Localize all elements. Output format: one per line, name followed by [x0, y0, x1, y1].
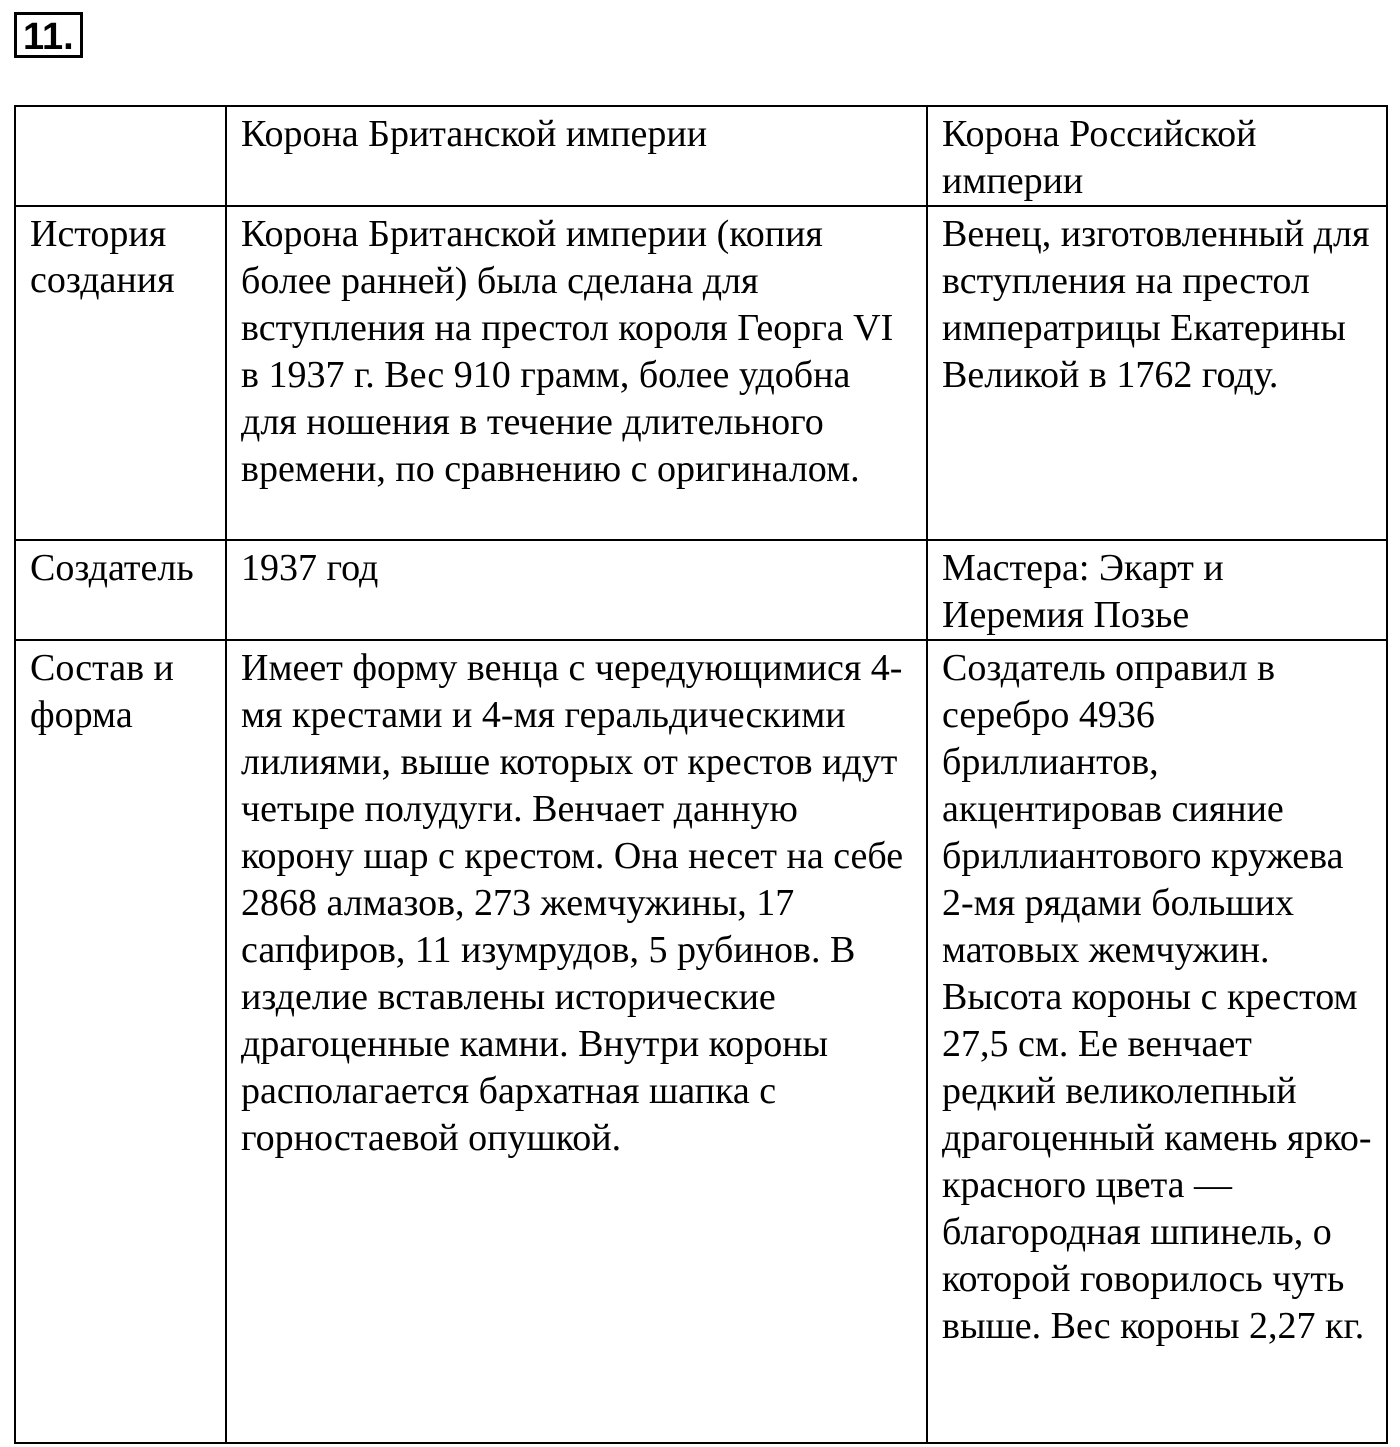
- table-row-composition: [15, 640, 1387, 1443]
- comparison-table: [14, 105, 1388, 1444]
- cell-creator-british: 1937 год: [226, 540, 927, 640]
- row-label-history-line1: История: [30, 213, 167, 255]
- table-row-creator: [15, 540, 1387, 640]
- cell-history-russian: Венец, изготовленный для вступления на престол императрицы Екатерины Великой в 1762 году.: [927, 206, 1387, 540]
- header-russian-crown: Корона Российской империи: [927, 106, 1387, 206]
- cell-history-british: Корона Британской империи (копия более ранней) была сделана для вступления на престол короля Георга VI в 1937 г. Вес 910 грамм, более удобна для ношения в течение длительного времени, по сравнению с оригиналом.: [226, 206, 927, 540]
- row-label-composition: Состав и форма: [15, 640, 226, 1443]
- table-row-history: [15, 206, 1387, 540]
- row-label-history-line2: создания: [30, 259, 175, 301]
- row-label-creator: Создатель: [15, 540, 226, 640]
- task-number: 11: [23, 16, 64, 58]
- row-label-history: [15, 206, 226, 540]
- task-number-punct: .: [63, 16, 74, 58]
- header-corner-cell: [15, 106, 226, 206]
- header-british-crown: Корона Британской империи: [226, 106, 927, 206]
- cell-creator-russian: Мастера: Экарт и Иеремия Позье: [927, 540, 1387, 640]
- cell-composition-russian: Создатель оправил в серебро 4936 бриллиантов, акцентировав сияние бриллиантового кружева 2-мя рядами больших матовых жемчужин. Высота короны с крестом 27,5 см. Ее венчает редкий великолепный драгоценный камень ярко-красного цвета — благородная шпинель, о которой говорилось чуть выше. Вес короны 2,27 кг.: [927, 640, 1387, 1443]
- cell-composition-british: Имеет форму венца с чередующимися 4-мя крестами и 4-мя геральдическими лилиями, выше которых от крестов идут четыре полудуги. Венчает данную корону шар с крестом. Она несет на себе 2868 алмазов, 273 жемчужины, 17 сапфиров, 11 изумрудов, 5 рубинов. В изделие вставлены исторические драгоценные камни. Внутри короны располагается бархатная шапка с горностаевой опушкой.: [226, 640, 927, 1443]
- task-number-badge: [14, 12, 83, 58]
- table-header-row: [15, 106, 1387, 206]
